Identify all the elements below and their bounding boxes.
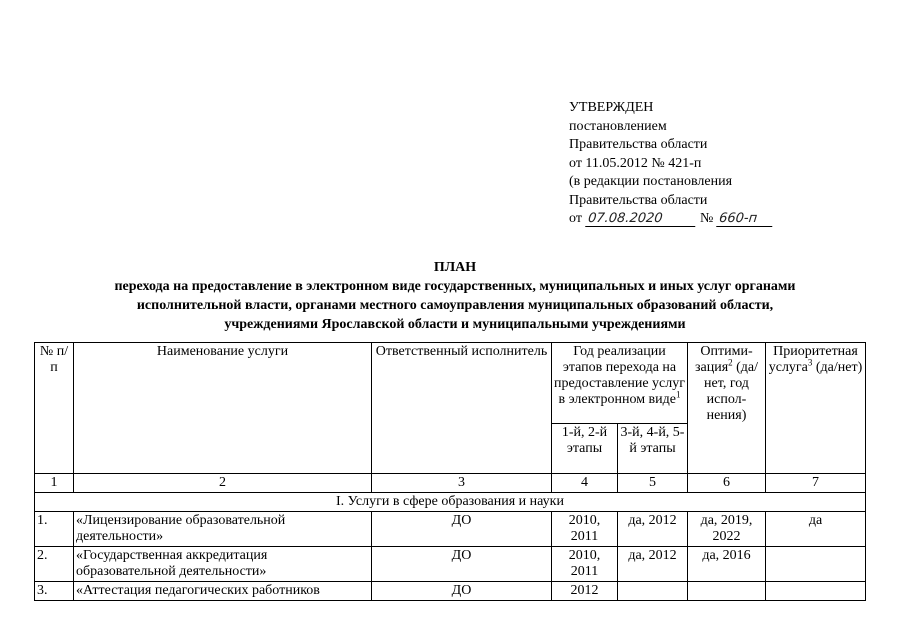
header-executor: Ответственный исполнитель	[372, 343, 552, 474]
table-row	[35, 582, 866, 601]
header-optim-rest: (да/нет, год испол-нения)	[704, 360, 759, 423]
header-optim	[688, 343, 766, 474]
colnum-3: 3	[372, 474, 552, 493]
title-heading: ПЛАН	[433, 260, 477, 275]
header-stage12: 1-й, 2-й этапы	[552, 424, 618, 474]
row-num: 3.	[35, 582, 74, 601]
row-executor: ДО	[372, 512, 552, 547]
table-row	[35, 547, 866, 582]
approval-line-5: (в редакции постановления	[569, 174, 733, 189]
header-priority	[766, 343, 866, 474]
row-num: 1.	[35, 512, 74, 547]
colnum-1: 1	[35, 474, 74, 493]
title-line-2: исполнительной власти, органами местного самоуправления муниципальных образований области,	[136, 298, 774, 313]
header-optim-sup: 2	[728, 357, 733, 368]
approval-line-3: Правительства области	[569, 137, 708, 152]
row-stage12: 2010, 2011	[552, 547, 618, 582]
row-stage345: да, 2012	[618, 512, 688, 547]
row-stage12: 2012	[552, 582, 618, 601]
header-year-sup: 1	[676, 389, 681, 400]
header-row	[35, 343, 866, 424]
row-stage345	[618, 582, 688, 601]
handwritten-date: 07.08.2020	[585, 212, 697, 227]
row-priority: да	[766, 512, 866, 547]
header-priority-text: Приоритетная услуга	[768, 344, 858, 375]
title-line-3: учреждениями Ярославской области и муниципальными учреждениями	[224, 317, 686, 332]
header-priority-sup: 3	[807, 357, 813, 368]
approval-stamp	[569, 99, 889, 229]
approval-line-6: Правительства области	[569, 192, 708, 208]
title-line-1: перехода на предоставление в электронном виде государственных, муниципальных и иных услуг органами	[114, 279, 796, 294]
header-year-text: Год реализации этапов перехода на предоставление услуг в электронном виде	[554, 344, 685, 407]
from-prefix: от	[569, 211, 582, 226]
approval-line-7	[569, 210, 889, 229]
row-name: «Аттестация педагогических работников	[74, 582, 372, 601]
colnum-4: 4	[552, 474, 618, 493]
header-year	[552, 343, 688, 424]
approval-line-4: от 11.05.2012 № 421-п	[569, 155, 702, 171]
row-name: «Государственная аккредитация образовательной деятельности»	[74, 547, 372, 582]
approval-line-1: УТВЕРЖДЕН	[569, 100, 654, 115]
approval-line-2: постановлением	[569, 118, 667, 134]
colnum-7: 7	[766, 474, 866, 493]
row-name: «Лицензирование образовательной деятельности»	[74, 512, 372, 547]
header-stage345: 3-й, 4-й, 5-й этапы	[618, 424, 688, 474]
section-title: I. Услуги в сфере образования и науки	[35, 493, 866, 512]
table-row	[35, 512, 866, 547]
section-row	[35, 493, 866, 512]
row-stage345: да, 2012	[618, 547, 688, 582]
row-stage12: 2010, 2011	[552, 512, 618, 547]
plan-table	[34, 342, 866, 601]
colnum-6: 6	[688, 474, 766, 493]
handwritten-number: 660-п	[717, 212, 775, 227]
header-num: № п/п	[35, 343, 74, 474]
row-optim: да, 2019, 2022	[688, 512, 766, 547]
colnum-2: 2	[74, 474, 372, 493]
header-priority-rest: (да/нет)	[815, 360, 863, 375]
row-priority	[766, 547, 866, 582]
row-priority	[766, 582, 866, 601]
row-num: 2.	[35, 547, 74, 582]
row-optim: да, 2016	[688, 547, 766, 582]
row-executor: ДО	[372, 582, 552, 601]
header-optim-text: Оптими-зация	[694, 344, 753, 375]
column-number-row	[35, 474, 866, 493]
header-name: Наименование услуги	[74, 343, 372, 474]
colnum-5: 5	[618, 474, 688, 493]
number-sign: №	[699, 211, 714, 226]
row-optim	[688, 582, 766, 601]
row-executor: ДО	[372, 547, 552, 582]
document-title	[20, 258, 890, 334]
